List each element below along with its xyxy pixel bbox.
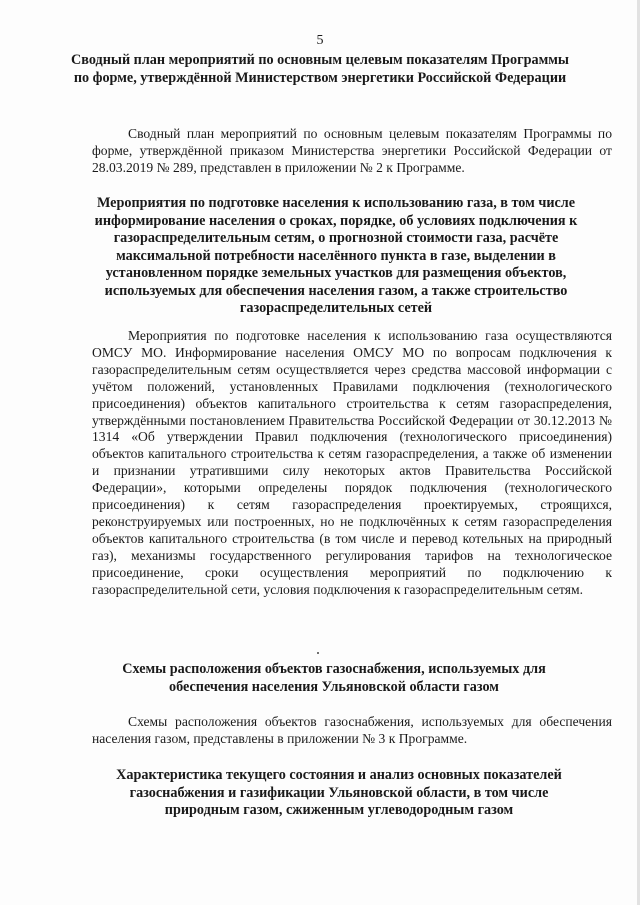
- section2-title: Мероприятия по подготовке населения к использованию газа, в том числе информирование населения о сроках, порядке, об условиях подключения к газораспределительным сетям, о прогнозной стоимости газа, расчёте максимальной потребности населённого пункта в газе, выделении в установленном порядке земельных участков для размещения объектов, используемых для обеспечения населения газом, а также строительство газораспределительных сетей: [94, 195, 578, 316]
- scan-speck: [317, 652, 319, 654]
- section2-body: Мероприятия по подготовке населения к использованию газа осуществляются ОМСУ МО. Информирование населения ОМСУ МО по вопросам подключения к газораспределительным сетям осуществляется через средства массовой информации с учётом положений, установленных Правилами подключения (технологического присоединения) объектов капитального строительства к сетям газораспределения, утверждёнными постановлением Правительства Российской Федерации от 30.12.2013 № 1314 «Об утверждении Правил подключения (технологического присоединения) объектов капитального строительства к сетям газораспределения, а также об изменении и признании утратившими силу некоторых актов Правительства Российской Федерации», которыми определены порядок подключения (технологического присоединения) к сетям газораспределения проектируемых, строящихся, реконструируемых или построенных, но не подключённых к сетям газораспределения объектов капитального строительства (в том числе и перевод котельных на природный газ), механизмы государственного регулирования тарифов на технологическое присоединение, сроки осуществления мероприятий по подключению к газораспределительной сети, условия подключения к газораспределительным сетям.: [92, 328, 612, 597]
- section3-title: Схемы расположения объектов газоснабжения, используемых для обеспечения населения Ульяновской области газом: [122, 661, 546, 695]
- section4-title: Характеристика текущего состояния и анализ основных показателей газоснабжения и газификации Ульяновской области, в том числе природным газом, сжиженным углеводородным газом: [116, 767, 562, 818]
- section1-body: Сводный план мероприятий по основным целевым показателям Программы по форме, утверждённой приказом Министерства энергетики Российской Федерации от 28.03.2019 № 289, представлен в приложении № 2 к Программе.: [92, 126, 612, 175]
- section3-body: Схемы расположения объектов газоснабжения, используемых для обеспечения населения газом, представлены в приложении № 3 к Программе.: [92, 714, 612, 746]
- page-number: 5: [316, 33, 324, 48]
- section1-title: Сводный план мероприятий по основным целевым показателям Программы по форме, утверждённой Министерством энергетики Российской Федерации: [71, 52, 569, 86]
